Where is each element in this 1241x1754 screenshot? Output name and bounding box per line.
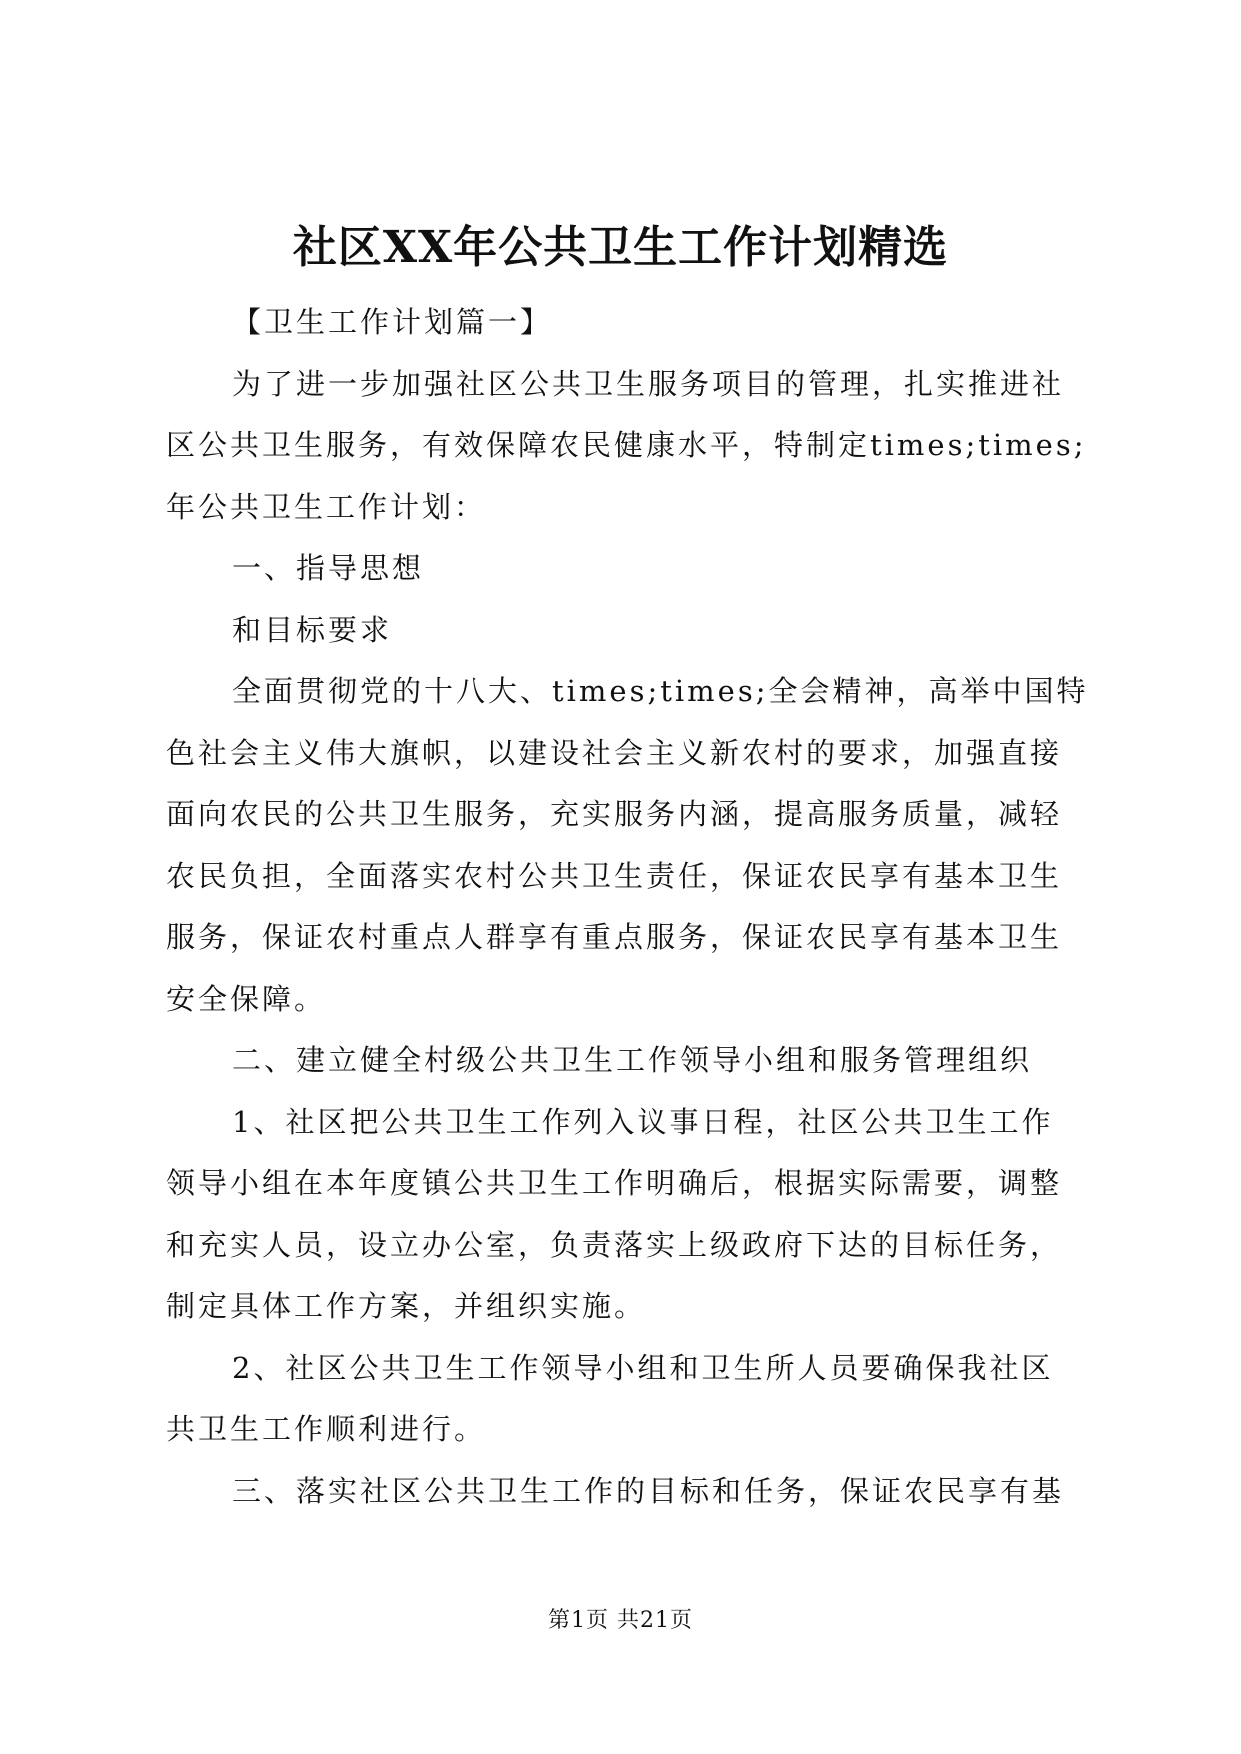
document-title: 社区XX年公共卫生工作计划精选	[292, 222, 949, 273]
body-line: 和充实人员，设立办公室，负责落实上级政府下达的目标任务，	[166, 1227, 1063, 1262]
body-line: 年公共卫生工作计划：	[166, 489, 487, 524]
body-line: 面向农民的公共卫生服务，充实服务内涵，提高服务质量，减轻	[166, 797, 1063, 831]
body-line: 2、社区公共卫生工作领导小组和卫生所人员要确保我社区	[232, 1350, 1054, 1385]
section-heading: 一、指导思想	[232, 551, 425, 585]
body-line: 全面贯彻党的十八大、times;times;全会精神，高举中国特	[232, 674, 1089, 708]
body-line: 区公共卫生服务，有效保障农民健康水平，特制定times;times;	[166, 428, 1087, 462]
section-heading: 【卫生工作计划篇一】	[232, 305, 553, 339]
body-line: 领导小组在本年度镇公共卫生工作明确后，根据实际需要，调整	[166, 1166, 1063, 1200]
body-line: 1、社区把公共卫生工作列入议事日程，社区公共卫生工作	[232, 1104, 1054, 1139]
section-heading: 三、落实社区公共卫生工作的目标和任务，保证农民享有基	[232, 1473, 1065, 1508]
body-line: 服务，保证农村重点人群享有重点服务，保证农民享有基本卫生	[166, 920, 1063, 954]
section-heading: 二、建立健全村级公共卫生工作领导小组和服务管理组织	[232, 1043, 1033, 1077]
page-footer: 第1页 共21页	[548, 1608, 693, 1633]
body-line: 色社会主义伟大旗帜，以建设社会主义新农村的要求，加强直接	[166, 735, 1063, 770]
body-line: 安全保障。	[166, 981, 327, 1016]
body-line: 农民负担，全面落实农村公共卫生责任，保证农民享有基本卫生	[166, 858, 1063, 893]
body-line: 共卫生工作顺利进行。	[166, 1412, 487, 1446]
body-line: 为了进一步加强社区公共卫生服务项目的管理，扎实推进社	[232, 366, 1065, 401]
section-heading: 和目标要求	[232, 612, 393, 647]
body-line: 制定具体工作方案，并组织实施。	[166, 1289, 647, 1323]
document-body	[166, 292, 1089, 1522]
